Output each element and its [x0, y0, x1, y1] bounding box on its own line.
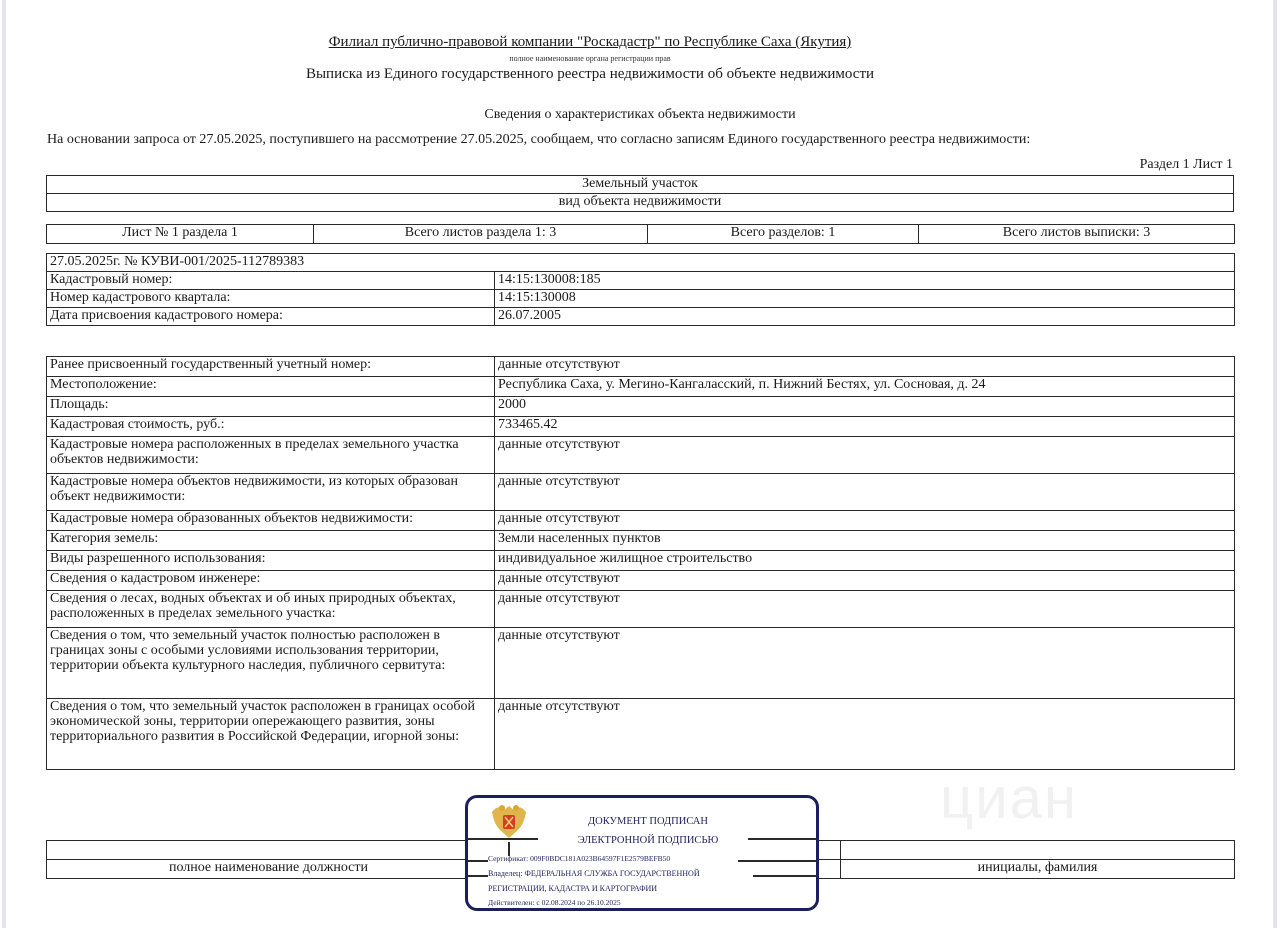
row-value: данные отсутствуют — [495, 571, 1235, 591]
section-sheet-label: Раздел 1 Лист 1 — [1139, 157, 1233, 172]
electronic-signature-stamp — [465, 795, 819, 911]
table-row — [47, 417, 1235, 437]
table-row — [47, 531, 1235, 551]
row-label: Ранее присвоенный государственный учетный номер: — [47, 357, 495, 377]
table-row — [47, 377, 1235, 397]
row-label: Кадастровые номера расположенных в пределах земельного участка объектов недвижимости: — [47, 437, 495, 474]
total-sections: Всего разделов: 1 — [648, 225, 919, 244]
table-row — [47, 437, 1235, 474]
name-cell — [841, 841, 1235, 860]
row-value: 14:15:130008:185 — [495, 272, 1235, 290]
row-value: данные отсутствуют — [495, 437, 1235, 474]
sheets-table — [46, 224, 1235, 244]
row-value: данные отсутствуют — [495, 628, 1235, 699]
total-section-sheets: Всего листов раздела 1: 3 — [314, 225, 648, 244]
table-row — [47, 357, 1235, 377]
stamp-line — [738, 860, 818, 862]
stamp-title-line1: ДОКУМЕНТ ПОДПИСАН — [588, 816, 708, 827]
row-value: данные отсутствуют — [495, 474, 1235, 511]
object-type-table — [46, 175, 1234, 212]
organization-name: Филиал публично-правовой компании "Роскадастр" по Республике Саха (Якутия) — [328, 34, 852, 50]
section-title: Сведения о характеристиках объекта недвижимости — [484, 107, 796, 122]
stamp-line — [753, 875, 818, 877]
row-label: Кадастровые номера объектов недвижимости, из которых образован объект недвижимости: — [47, 474, 495, 511]
document-title: Выписка из Единого государственного реестра недвижимости об объекте недвижимости — [305, 66, 875, 82]
row-label: Сведения о том, что земельный участок полностью расположен в границах зоны с особыми условиями использования территории, территории объекта культурного наследия, публичного сервитута: — [47, 628, 495, 699]
left-edge-bar — [2, 0, 6, 928]
row-value: 26.07.2005 — [495, 308, 1235, 326]
extract-reference: 27.05.2025г. № КУВИ-001/2025-112789383 — [47, 254, 1235, 272]
row-label: Номер кадастрового квартала: — [47, 290, 495, 308]
table-row — [47, 591, 1235, 628]
watermark: циан — [940, 766, 1078, 831]
row-label: Кадастровые номера образованных объектов недвижимости: — [47, 511, 495, 531]
row-label: Площадь: — [47, 397, 495, 417]
object-type: Земельный участок — [47, 176, 1234, 194]
row-value: 2000 — [495, 397, 1235, 417]
table-row — [47, 551, 1235, 571]
stamp-line — [468, 860, 488, 862]
scrollbar[interactable] — [1273, 0, 1277, 928]
row-label: Категория земель: — [47, 531, 495, 551]
row-label: Кадастровый номер: — [47, 272, 495, 290]
row-label: Сведения о лесах, водных объектах и об иных природных объектах, расположенных в пределах земельного участка: — [47, 591, 495, 628]
row-value: Республика Саха, у. Мегино-Кангаласский, п. Нижний Бестях, ул. Сосновая, д. 24 — [495, 377, 1235, 397]
object-type-caption: вид объекта недвижимости — [47, 194, 1234, 212]
stamp-validity: Действителен: с 02.08.2024 по 26.10.2025 — [488, 898, 621, 907]
row-label: Местоположение: — [47, 377, 495, 397]
stamp-title-line2: ЭЛЕКТРОННОЙ ПОДПИСЬЮ — [577, 835, 719, 846]
row-label: Дата присвоения кадастрового номера: — [47, 308, 495, 326]
stamp-line — [748, 838, 818, 840]
organization-caption: полное наименование органа регистрации прав — [509, 54, 671, 63]
row-value: Земли населенных пунктов — [495, 531, 1235, 551]
basis-text: На основании запроса от 27.05.2025, поступившего на рассмотрение 27.05.2025, сообщаем, что согласно записям Единого государственного реестра недвижимости: — [47, 132, 1031, 147]
row-value: данные отсутствуют — [495, 591, 1235, 628]
position-cell — [47, 841, 491, 860]
coat-of-arms-icon — [488, 802, 530, 842]
table-row — [47, 628, 1235, 699]
stamp-owner-continued: РЕГИСТРАЦИИ, КАДАСТРА И КАРТОГРАФИИ — [488, 884, 658, 893]
table-row — [47, 272, 1235, 290]
stamp-certificate: Сертификат: 009F0BDC181A023B64597F1E2579BEFB50 — [488, 854, 671, 863]
row-value: индивидуальное жилищное строительство — [495, 551, 1235, 571]
row-label: Сведения о кадастровом инженере: — [47, 571, 495, 591]
sheet-of-section: Лист № 1 раздела 1 — [47, 225, 314, 244]
table-row — [47, 699, 1235, 770]
table-row — [47, 308, 1235, 326]
row-value: 733465.42 — [495, 417, 1235, 437]
row-value: данные отсутствуют — [495, 357, 1235, 377]
table-row — [47, 474, 1235, 511]
table-row — [47, 511, 1235, 531]
table-row — [47, 290, 1235, 308]
total-extract-sheets: Всего листов выписки: 3 — [919, 225, 1235, 244]
position-caption: полное наименование должности — [47, 860, 491, 879]
table-row — [47, 397, 1235, 417]
row-value: данные отсутствуют — [495, 699, 1235, 770]
row-value: данные отсутствуют — [495, 511, 1235, 531]
row-label: Виды разрешенного использования: — [47, 551, 495, 571]
identity-table — [46, 253, 1235, 326]
stamp-owner: Владелец: ФЕДЕРАЛЬНАЯ СЛУЖБА ГОСУДАРСТВЕННОЙ — [488, 869, 700, 878]
characteristics-table — [46, 356, 1235, 770]
row-value: 14:15:130008 — [495, 290, 1235, 308]
table-row — [47, 571, 1235, 591]
row-label: Кадастровая стоимость, руб.: — [47, 417, 495, 437]
stamp-line — [468, 875, 488, 877]
name-caption: инициалы, фамилия — [841, 860, 1235, 879]
row-label: Сведения о том, что земельный участок расположен в границах особой экономической зоны, территории опережающего развития, зоны территориального развития в Российской Федерации, игорной зоны: — [47, 699, 495, 770]
